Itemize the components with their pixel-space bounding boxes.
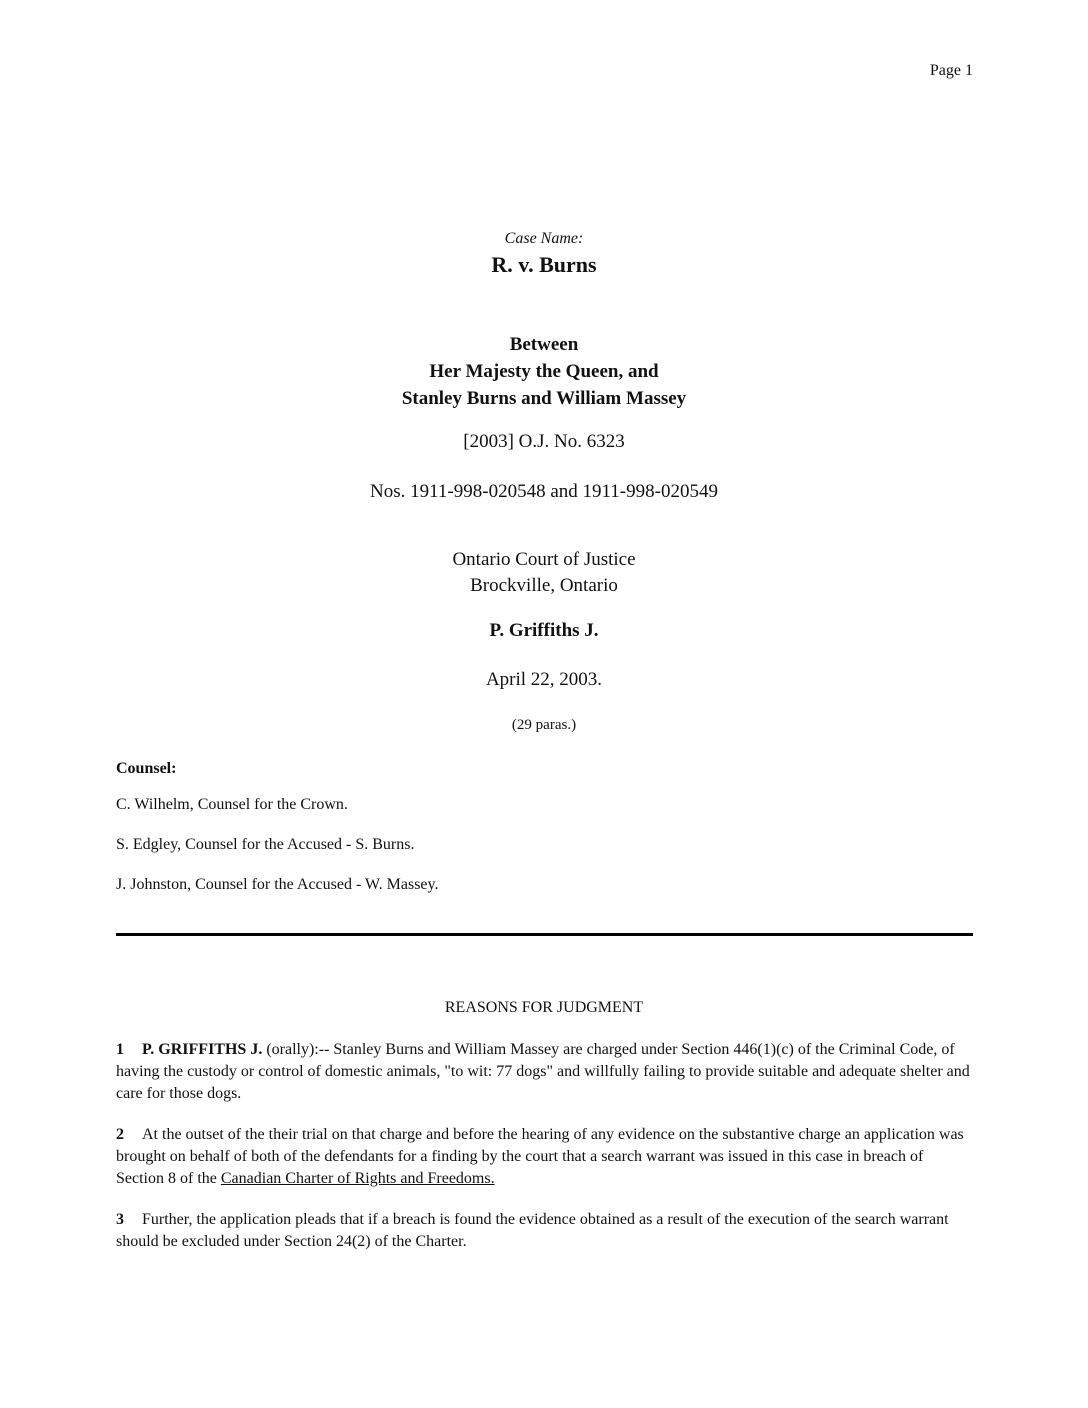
horizontal-divider — [116, 933, 973, 936]
parties-block — [0, 331, 1088, 412]
page-number: Page 1 — [929, 62, 973, 79]
parties-between: Between — [509, 334, 579, 355]
counsel-heading: Counsel: — [116, 760, 177, 777]
charter-link[interactable]: Canadian Charter of Rights and Freedoms. — [220, 1170, 495, 1187]
paragraph-number: 3 — [116, 1211, 124, 1228]
court-name: Ontario Court of Justice — [452, 549, 636, 570]
judge-name: P. Griffiths J. — [489, 620, 599, 641]
paragraph-1 — [116, 1039, 973, 1105]
paragraph-number: 2 — [116, 1126, 124, 1143]
paragraph-2 — [116, 1124, 973, 1190]
counsel-crown: C. Wilhelm, Counsel for the Crown. — [116, 796, 348, 813]
reasons-heading: REASONS FOR JUDGMENT — [444, 999, 644, 1016]
citation: [2003] O.J. No. 6323 — [463, 431, 625, 452]
judgment-date: April 22, 2003. — [485, 669, 603, 690]
paragraph-3 — [116, 1209, 973, 1253]
docket-numbers: Nos. 1911-998-020548 and 1911-998-020549 — [370, 481, 718, 502]
case-title: R. v. Burns — [491, 252, 597, 277]
paragraph-text: At the outset of the their trial on that charge and before the hearing of any evidence on the substantive charge an application was brought on behalf of both of the defendants for a finding by the court that a search warrant was issued in this case in breach of Section 8 of the — [116, 1126, 964, 1187]
paragraph-text: (orally):-- Stanley Burns and William Massey are charged under Section 446(1)(c) of the Criminal Code, of having the custody or control of domestic animals, "to wit: 77 dogs" and willfully failing to provide suitable and adequate shelter and care for those dogs. — [116, 1041, 970, 1102]
paragraph-count: (29 paras.) — [511, 717, 577, 733]
court-block — [0, 547, 1088, 599]
paragraph-judge-name: P. GRIFFITHS J. — [142, 1041, 263, 1058]
court-location: Brockville, Ontario — [470, 575, 618, 596]
paragraph-number: 1 — [116, 1041, 124, 1058]
paragraph-text: Further, the application pleads that if a breach is found the evidence obtained as a result of the execution of the search warrant should be excluded under Section 24(2) of the Charter. — [116, 1211, 949, 1250]
counsel-accused-massey: J. Johnston, Counsel for the Accused - W. Massey. — [116, 876, 439, 893]
party-accused: Stanley Burns and William Massey — [401, 388, 687, 409]
party-crown: Her Majesty the Queen, and — [429, 361, 659, 382]
case-name-label: Case Name: — [504, 230, 584, 247]
counsel-accused-burns: S. Edgley, Counsel for the Accused - S. Burns. — [116, 836, 415, 853]
